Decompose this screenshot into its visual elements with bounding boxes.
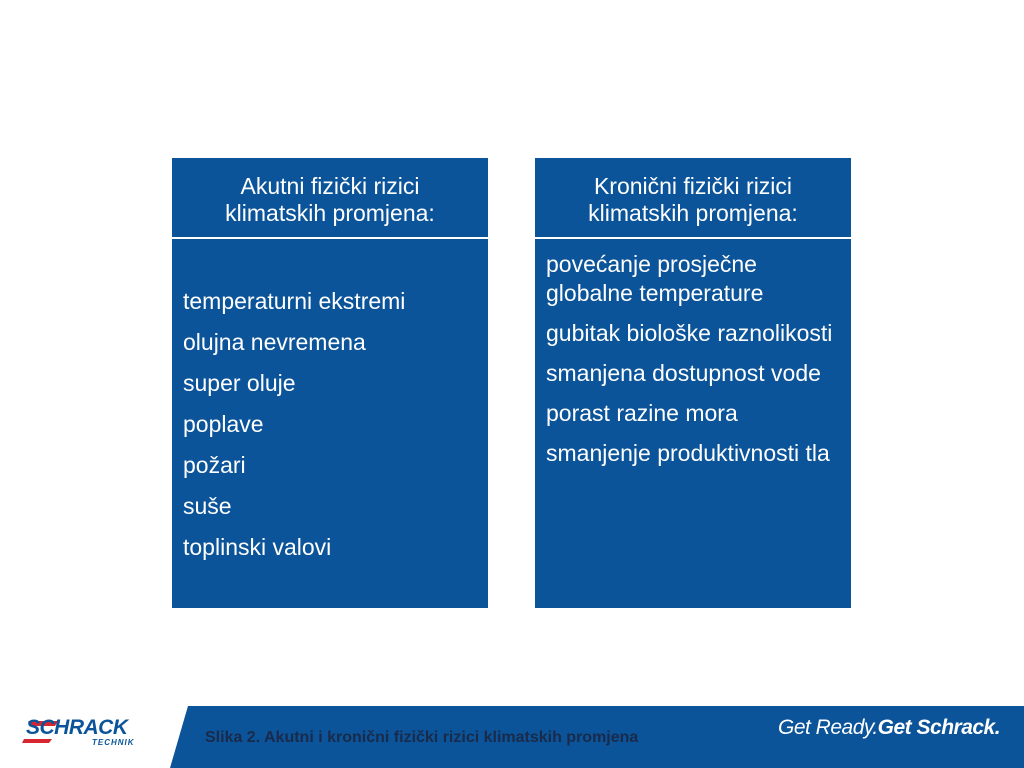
acute-risks-title-line-2: klimatskih promjena: bbox=[225, 199, 435, 226]
acute-risks-list bbox=[172, 239, 488, 561]
schrack-logo bbox=[26, 716, 146, 756]
chronic-risks-title bbox=[535, 158, 851, 239]
list-item: požari bbox=[183, 452, 246, 478]
slogan-part-1: Get Ready. bbox=[778, 716, 878, 739]
logo-subtitle: TECHNIK bbox=[92, 738, 135, 747]
figure-caption: Slika 2. Akutni i kronični fizički rizici klimatskih promjena bbox=[205, 729, 639, 746]
slogan bbox=[778, 716, 1000, 740]
list-item: temperaturni ekstremi bbox=[183, 288, 406, 314]
chronic-risks-box bbox=[535, 158, 851, 608]
list-item: poplave bbox=[183, 411, 264, 437]
list-item: olujna nevremena bbox=[183, 329, 366, 355]
chronic-risks-title-line-2: klimatskih promjena: bbox=[588, 199, 798, 226]
chronic-risks-list bbox=[535, 239, 851, 468]
acute-risks-title-line-1: Akutni fizički rizici bbox=[240, 172, 420, 199]
chronic-risks-title-line-1: Kronični fizički rizici bbox=[593, 172, 793, 199]
list-item: smanjenje produktivnosti tla bbox=[546, 440, 830, 466]
acute-risks-box bbox=[172, 158, 488, 608]
list-item: smanjena dostupnost vode bbox=[546, 360, 821, 386]
list-item: toplinski valovi bbox=[183, 534, 332, 560]
list-item: povećanje prosječne globalne temperature bbox=[546, 251, 764, 306]
list-item: super oluje bbox=[183, 370, 296, 396]
logo-wordmark: SCHRACK bbox=[26, 716, 128, 739]
slogan-part-2: Get Schrack. bbox=[877, 716, 1001, 739]
list-item: gubitak biološke raznolikosti bbox=[546, 320, 833, 346]
acute-risks-title bbox=[172, 158, 488, 239]
list-item: suše bbox=[183, 493, 232, 519]
list-item: porast razine mora bbox=[546, 400, 738, 426]
